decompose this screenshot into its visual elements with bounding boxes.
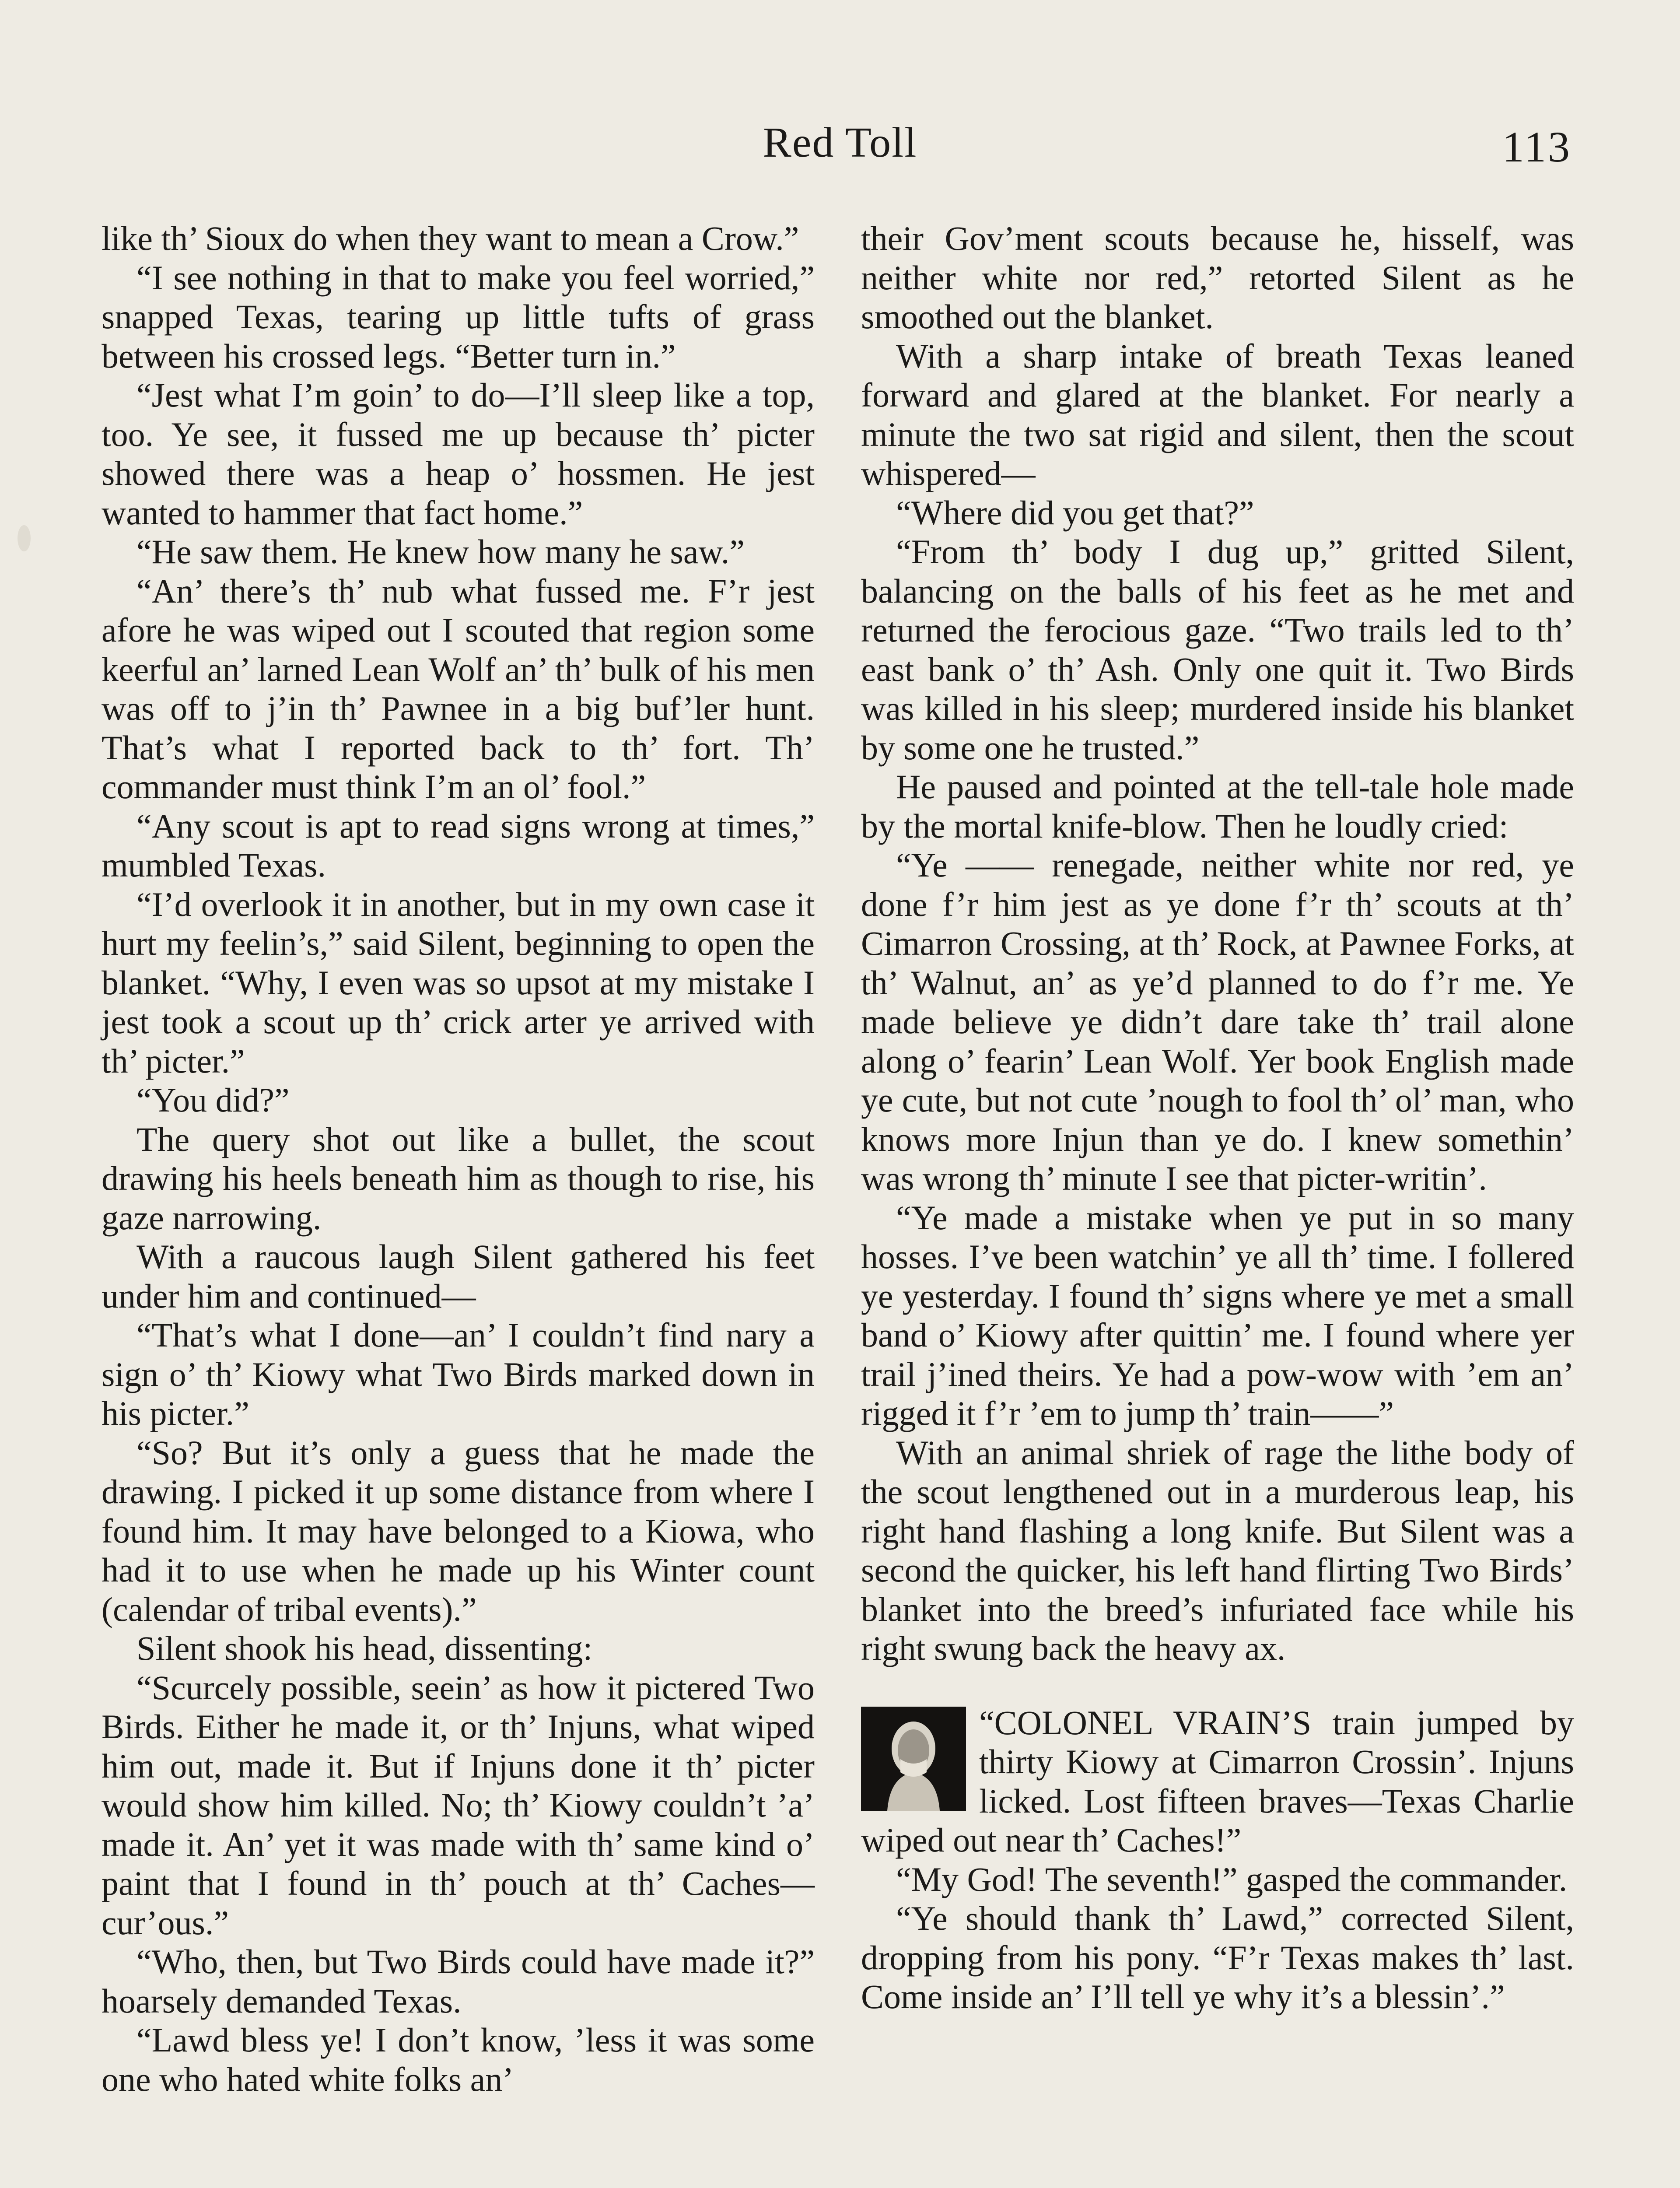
body-paragraph: “So? But it’s only a guess that he made the drawing. I picked it up some distance from where I found him. It may have belonged to a Kiowa, who had it to use when he made up his Winter count (calendar of tribal events).” [102,1433,815,1628]
body-paragraph: “Ye made a mistake when ye put in so many hosses. I’ve been watchin’ ye all th’ time. I follered ye yesterday. I found th’ signs where ye met a small band o’ Kiowy after quittin’ me. I found where yer trail j’ined theirs. Ye had a pow-wow with ’em an’ rigged it f’r ’em to jump th’ train——” [861,1198,1574,1432]
body-paragraph: like th’ Sioux do when they want to mean a Crow.” [102,219,799,257]
body-paragraph: “Ye —— renegade, neither white nor red, ye done f’r him jest as ye done f’r th’ scouts at th’ Cimarron Crossing, at th’ Rock, at Pawnee Forks, at th’ Walnut, an’ as ye’d planned to do f’r me. Ye made believe ye didn’t dare take th’ trail alone along o’ fearin’ Lean Wolf. Yer book English made ye cute, but not cute ’nough to fool th’ ol’ man, who knows more Injun than ye do. I knew somethin’ was wrong th’ minute I see that picter-writin’. [861,846,1574,1197]
body-paragraph: “An’ there’s th’ nub what fussed me. F’r jest afore he was wiped out I scouted that region some keerful an’ larned Lean Wolf an’ th’ bulk of his men was off to j’in th’ Pawnee in a big buf’ler hunt. That’s what I reported back to th’ fort. Th’ commander must think I’m an ol’ fool.” [102,572,815,806]
paper-stain [18,525,31,551]
body-paragraph: “I see nothing in that to make you feel worried,” snapped Texas, tearing up little tufts of grass between his crossed legs. “Better turn in.” [102,258,815,375]
right-column [861,219,1574,2016]
body-paragraph: “That’s what I done—an’ I couldn’t find nary a sign o’ th’ Kiowy what Two Birds marked down in his picter.” [102,1316,815,1432]
body-paragraph: “Where did you get that?” [896,493,1254,532]
body-paragraph: With a raucous laugh Silent gathered his feet under him and continued— [102,1238,815,1315]
body-paragraph: He paused and pointed at the tell-tale hole made by the mortal knife-blow. Then he loudly cried: [861,768,1574,845]
body-paragraph: “You did?” [136,1081,290,1119]
author-portrait-vignette [861,1707,966,1811]
body-paragraph: “Ye should thank th’ Lawd,” corrected Silent, dropping from his pony. “F’r Texas makes th’ last. Come inside an’ I’ll tell ye why it’s a blessin’.” [861,1899,1574,2016]
body-paragraph: “Jest what I’m goin’ to do—I’ll sleep like a top, too. Ye see, it fussed me up because th’ picter showed there was a heap o’ hossmen. He jest wanted to hammer that fact home.” [102,376,815,532]
right-column-text [861,219,1574,1668]
body-paragraph: “He saw them. He knew how many he saw.” [136,533,745,571]
body-paragraph: “My God! The seventh!” gasped the commander. [896,1860,1568,1898]
body-paragraph: “I’d overlook it in another, but in my own case it hurt my feelin’s,” said Silent, beginning to open the blanket. “Why, I even was so upsot at my mistake I jest took a scout up th’ crick arter ye arrived with th’ picter.” [102,885,815,1080]
running-title: Red Toll [763,119,917,166]
section-paragraphs [861,1860,1574,2016]
body-paragraph: The query shot out like a bullet, the scout drawing his heels beneath him as though to rise, his gaze narrowing. [102,1120,815,1237]
body-paragraph: Silent shook his head, dissenting: [136,1629,593,1667]
body-paragraph: “Scurcely possible, seein’ as how it pictered Two Birds. Either he made it, or th’ Injuns, what wiped him out, made it. But if Injuns done it th’ picter would show him killed. No; th’ Kiowy couldn’t ’a’ made it. An’ yet it was made with th’ same kind o’ paint that I found in th’ pouch at th’ Caches—cur’ous.” [102,1668,815,1942]
page-number: 113 [1502,123,1572,171]
left-column [102,219,815,2099]
body-paragraph: “From th’ body I dug up,” gritted Silent, balancing on the balls of his feet as he met and returned the ferocious gaze. “Two trails led to th’ east bank o’ th’ Ash. Only one quit it. Two Birds was killed in his sleep; murdered inside his blanket by some one he trusted.” [861,533,1574,767]
body-paragraph: With a sharp intake of breath Texas leaned forward and glared at the blanket. For nearly a minute the two sat rigid and silent, then the scout whispered— [861,337,1574,492]
page-header [101,118,1579,184]
body-paragraph: “Who, then, but Two Birds could have made it?” hoarsely demanded Texas. [102,1943,815,2020]
body-paragraph: “Any scout is apt to read signs wrong at times,” mumbled Texas. [102,806,815,884]
section-lead-paragraph: “COLONEL VRAIN’S train jumped by thirty Kiowy at Cimarron Crossin’. Injuns licked. Lost fifteen braves—Texas Charlie wiped out near th’ Caches!” [861,1703,1574,1859]
body-paragraph: With an animal shriek of rage the lithe body of the scout lengthened out in a murderous leap, his right hand flashing a long knife. But Silent was a second the quicker, his left hand flirting Two Birds’ blanket into the breed’s infuriated face while his right swung back the heavy ax. [861,1433,1574,1667]
body-paragraph: their Gov’ment scouts because he, hisself, was neither white nor red,” retorted Silent as he smoothed out the blanket. [861,219,1574,336]
section-break [861,1703,1574,2016]
body-paragraph: “Lawd bless ye! I don’t know, ’less it was some one who hated white folks an’ [102,2021,815,2098]
